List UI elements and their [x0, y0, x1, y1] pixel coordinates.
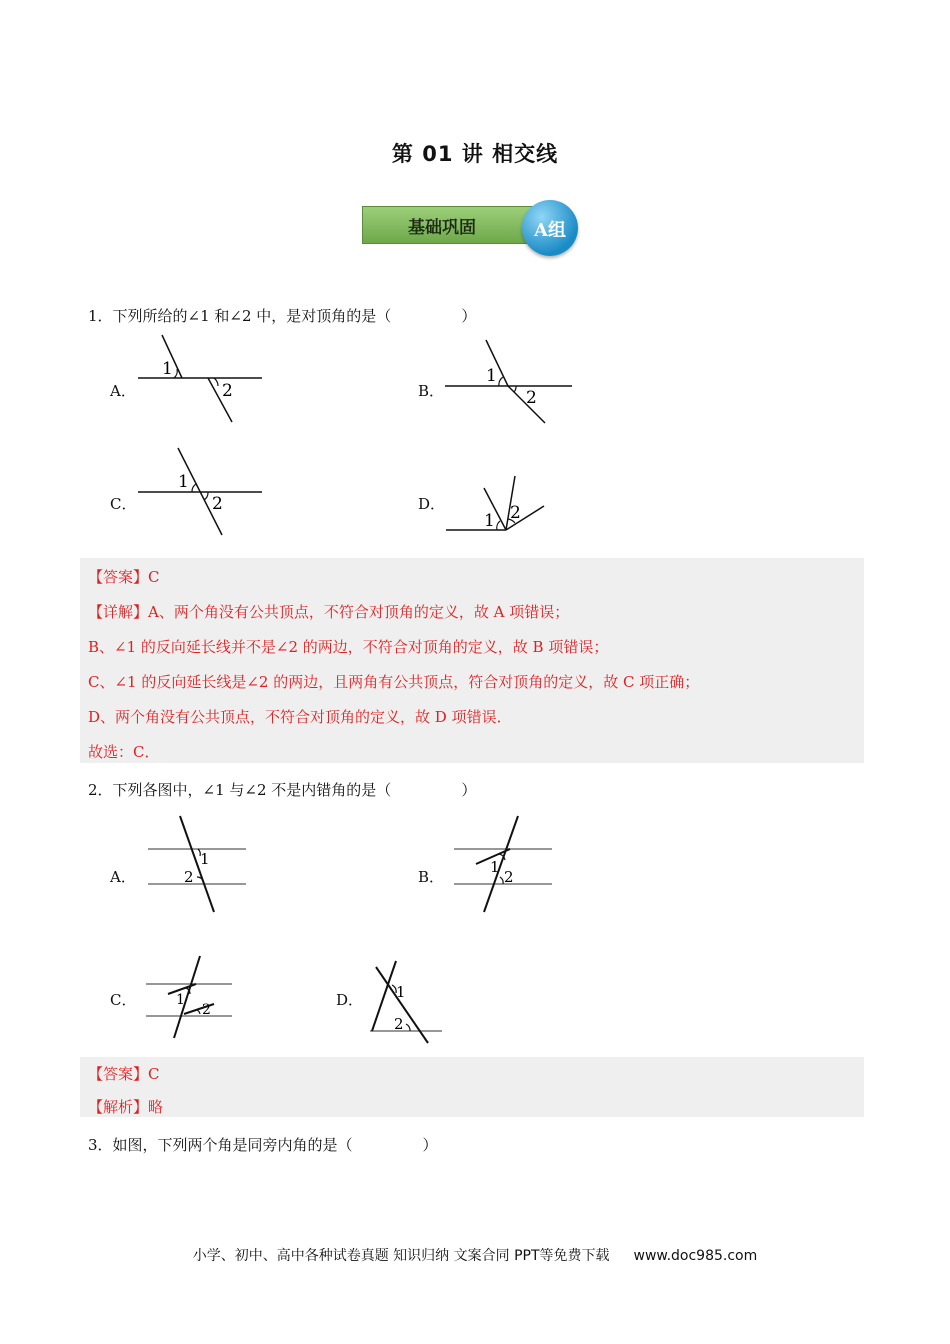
badge-group-label: A组: [534, 220, 566, 241]
q1-answer-line: 【答案】C: [88, 568, 160, 586]
q2-a-angle-2: 2: [184, 868, 194, 886]
question-3-close: ）: [422, 1136, 438, 1154]
question-2-close: ）: [461, 781, 477, 799]
q1-answer-line: 故选：C．: [88, 743, 160, 761]
q1-figure-a: [130, 330, 270, 430]
q2-answer-line: 【答案】C: [88, 1065, 160, 1083]
q1-option-c-label: C．: [110, 495, 137, 513]
q2-c-angle-2: 2: [202, 1002, 211, 1018]
question-3-text: 3．如图，下列两个角是同旁内角的是（: [88, 1136, 353, 1154]
q2-figure-c: [140, 952, 240, 1042]
q1-b-angle-2: 2: [526, 388, 537, 408]
q1-option-d-label: D．: [418, 495, 446, 513]
q2-figure-d: [366, 955, 456, 1045]
q2-b-angle-1: 1: [490, 858, 500, 876]
section-badge: [362, 200, 592, 258]
q1-answer-line: D、两个角没有公共顶点，不符合对顶角的定义，故 D 项错误．: [88, 708, 512, 726]
question-1-close: ）: [461, 307, 477, 325]
q2-option-c-label: C．: [110, 991, 137, 1009]
q1-c-angle-1: 1: [178, 472, 189, 492]
q2-d-angle-2: 2: [394, 1015, 404, 1033]
q1-a-angle-2: 2: [222, 381, 233, 401]
q1-option-a-label: A．: [110, 382, 136, 400]
q2-figure-b: [448, 812, 558, 917]
page-footer: [0, 1245, 950, 1265]
footer-text: 小学、初中、高中各种试卷真题 知识归纳 文案合同 PPT等免费下载: [192, 1248, 610, 1264]
q2-option-d-label: D．: [336, 991, 364, 1009]
q1-answer-line: 【详解】A、两个角没有公共顶点，不符合对顶角的定义，故 A 项错误；: [88, 603, 570, 621]
question-2: [88, 779, 476, 800]
q2-figure-a: [140, 812, 250, 917]
q1-answer-box: [80, 558, 864, 763]
q2-a-angle-1: 1: [200, 850, 210, 868]
q1-answer-line: C、∠1 的反向延长线是∠2 的两边，且两角有公共顶点，符合对顶角的定义，故 C 项正确；: [88, 673, 700, 691]
q2-answer-line: 【解析】略: [88, 1098, 164, 1116]
q1-answer-line: B、∠1 的反向延长线并不是∠2 的两边，不符合对顶角的定义，故 B 项错误；: [88, 638, 609, 656]
q1-b-angle-1: 1: [486, 366, 497, 386]
q2-option-b-label: B．: [418, 868, 445, 886]
footer-site-link[interactable]: www.doc985.com: [633, 1248, 758, 1264]
q2-option-a-label: A．: [110, 868, 136, 886]
question-3: [88, 1134, 438, 1155]
page-title: 第 01 讲 相交线: [391, 142, 559, 166]
q1-a-angle-1: 1: [162, 359, 173, 379]
q1-c-angle-2: 2: [212, 494, 223, 514]
q2-c-angle-1: 1: [176, 992, 185, 1008]
q1-d-angle-2: 2: [510, 503, 521, 523]
q1-figure-c: [130, 445, 270, 540]
badge-group-circle: [522, 200, 578, 256]
question-2-text: 2．下列各图中，∠1 与∠2 不是内错角的是（: [88, 781, 392, 799]
q2-d-angle-1: 1: [396, 983, 406, 1001]
badge-label: 基础巩固: [408, 218, 476, 238]
q2-b-angle-2: 2: [504, 868, 514, 886]
q1-figure-d: [440, 470, 550, 540]
question-1: [88, 305, 476, 326]
q1-d-angle-1: 1: [484, 511, 495, 531]
q1-option-b-label: B．: [418, 382, 445, 400]
q1-figure-b: [440, 335, 580, 430]
q2-answer-box: [80, 1057, 864, 1117]
question-1-text: 1．下列所给的∠1 和∠2 中，是对顶角的是（: [88, 307, 392, 325]
